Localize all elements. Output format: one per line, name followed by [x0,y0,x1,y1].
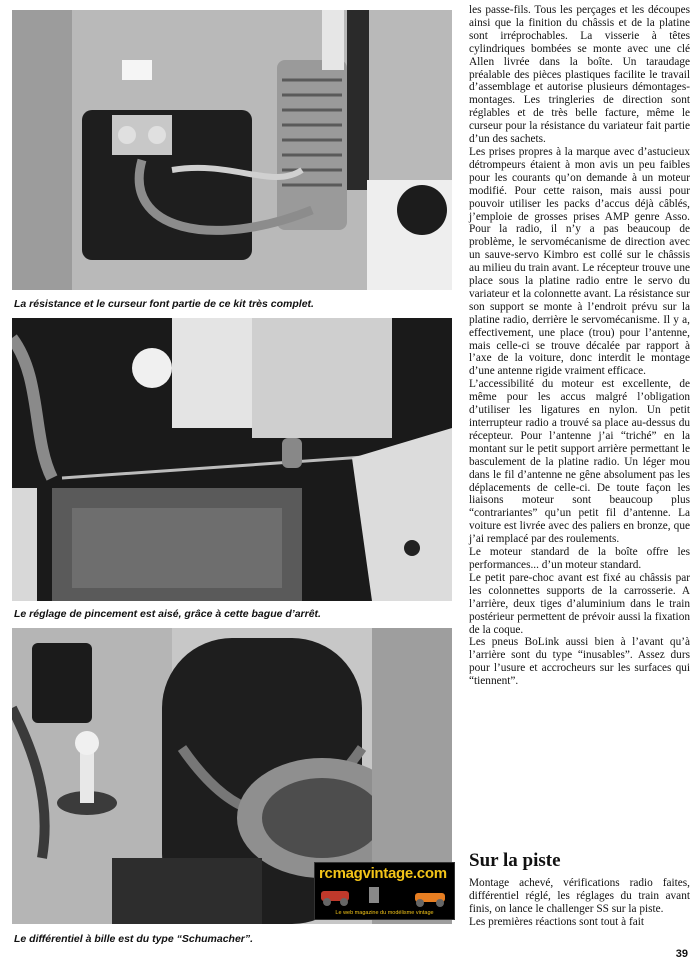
section-heading: Sur la piste [469,850,561,871]
page-number: 39 [675,948,688,960]
article-paragraph: Le moteur standard de la boîte offre les performances... d’un moteur standard. [469,546,690,571]
article-paragraph: Montage achevé, vérifications radio faites, différentiel réglé, les réglages du train avant finis, on lance le challenger SS sur la piste. [469,877,690,915]
article-paragraph: Les prises propres à la marque avec d’astucieux détrompeurs étaient à mon avis un peu faibles pour les courants qu’on demande à un moteur modifié. Pour cette raison, mais aussi pour pouvoir utiliser les packs d’accus déjà câblés, j’emploie de grosses prises AMP genre Asso. Pour la radio, il n’y a pas beaucoup de problème, le servomécanisme de direction avec un sauve-servo Kimbro est collé sur le châssis au milieu du train avant. Le récepteur trouve une place sous la platine radio entre le servo du variateur et la colonnette avant. La résistance sur son support se monte à l’endroit prévu sur la platine radio, derrière le servomécanisme. Il y a, effectivement, une place (trou) pour l’antenne, mais celle-ci se trouve décalée par rapport à l’axe de la voiture, donc interdit le montage d’une antenne rigide vraiment efficace. [469,145,690,378]
article-paragraph: Les premières réactions sont tout à fait [469,915,645,928]
photo-caption: Le différentiel à bille est du type “Schumacher”. [14,933,254,945]
watermark-logo-text: rcmagvintage.com [319,865,447,882]
photo-caption: Le réglage de pincement est aisé, grâce à cette bague d’arrêt. [14,608,321,620]
photo-caption: La résistance et le curseur font partie de ce kit très complet. [14,298,314,310]
article-column [469,4,690,688]
article-paragraph: Les pneus BoLink aussi bien à l’avant qu’à l’arrière sont du type “inusables”. Assez durs pour l’usure et accrocheurs sur les surfaces qui “tiennent”. [469,636,690,688]
article-column [469,877,690,929]
article-paragraph: Le petit pare-choc avant est fixé au châssis par les colonnettes supports de la carrosserie. A l’arrière, deux tiges d’aluminium dans le train postérieur permettent de prévoir aussi la fixation de la coque. [469,571,690,636]
article-paragraph: les passe-fils. Tous les perçages et les découpes ainsi que la finition du châssis et de la platine sont irréprochables. La visserie à têtes cylindriques bombées se monte avec une clé Allen livrée dans la boîte. Un taraudage préalable des pièces plastiques facilite le travail d’assemblage et autorise plusieurs démontages-montages. Les tringleries de direction sont réglables et de très belle facture, même le curseur pour la résistance du variateur fait partie d’un des sachets. [469,4,690,146]
watermark-logo [314,862,455,920]
photo-toe-adjustment [12,318,452,601]
article-paragraph: L’accessibilité du moteur est excellente, de même pour les accus malgré l’obligation d’utiliser les ligatures en nylon. Un petit interrupteur radio a trouvé sa place au-dessus du récepteur. Pour l’antenne j’ai “triché” en la montant sur le petit support arrière permettant le basculement de la platine radio. Un léger mou dans le fil d’antenne ne gêne absolument pas les déplacements de celle-ci. De toute façon les liaisons moteur sont beaucoup plus “contrariantes” qu’un petit fil d’antenne. La voiture est livrée avec des paliers en bronze, que j’ai remplacé par des roulements. [469,378,690,546]
car-illustration-icon [319,883,450,907]
photo-resistance-cursor [12,10,452,290]
watermark-subtitle: Le web magazine du modélisme vintage [335,910,434,916]
